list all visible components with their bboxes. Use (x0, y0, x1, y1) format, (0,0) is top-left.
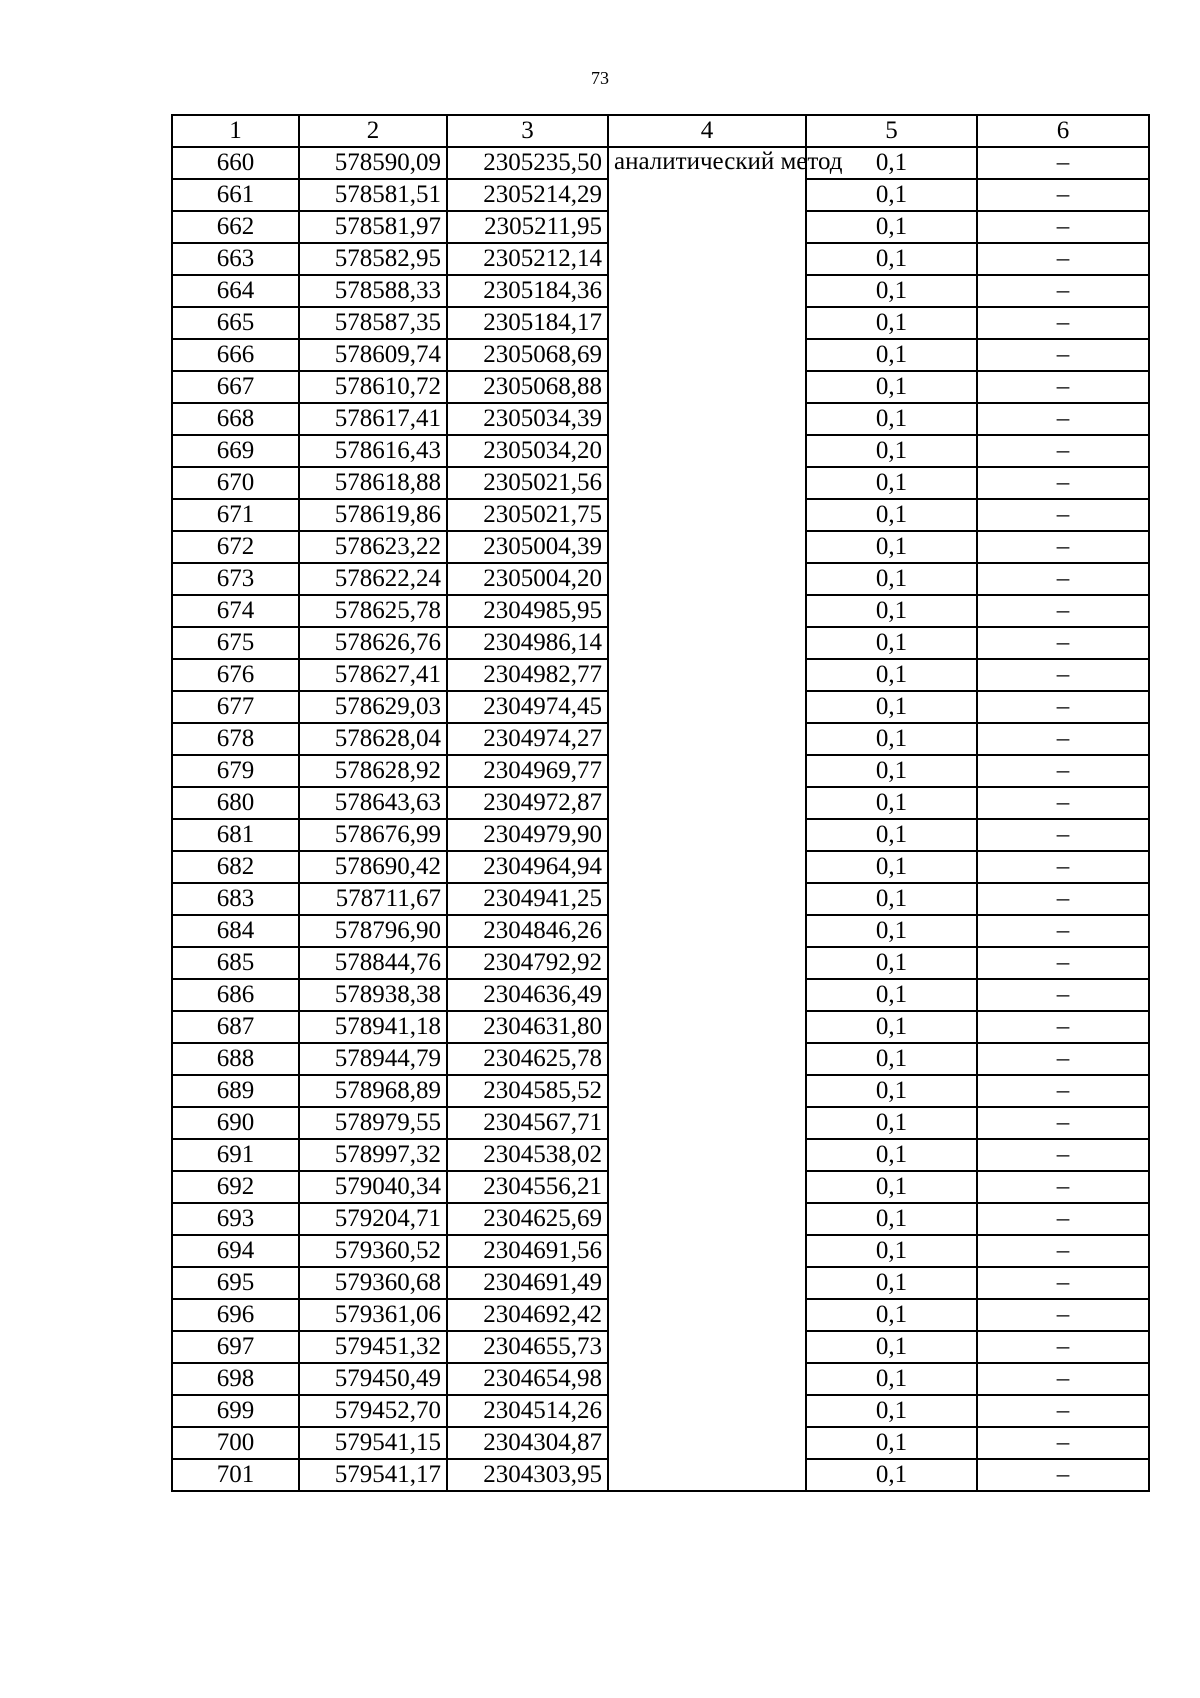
point-number-cell: 675 (172, 627, 299, 659)
point-number-cell: 666 (172, 339, 299, 371)
accuracy-cell: 0,1 (806, 1171, 977, 1203)
note-cell: – (977, 1171, 1149, 1203)
note-cell: – (977, 1363, 1149, 1395)
x-coordinate-cell: 579541,17 (299, 1459, 447, 1491)
method-cell: аналитический метод (608, 147, 806, 1491)
point-number-cell: 697 (172, 1331, 299, 1363)
y-coordinate-cell: 2305184,36 (447, 275, 608, 307)
note-cell: – (977, 307, 1149, 339)
accuracy-cell: 0,1 (806, 1395, 977, 1427)
y-coordinate-cell: 2304846,26 (447, 915, 608, 947)
x-coordinate-cell: 578690,42 (299, 851, 447, 883)
note-cell: – (977, 1299, 1149, 1331)
point-number-cell: 660 (172, 147, 299, 179)
accuracy-cell: 0,1 (806, 627, 977, 659)
x-coordinate-cell: 578590,09 (299, 147, 447, 179)
y-coordinate-cell: 2304792,92 (447, 947, 608, 979)
accuracy-cell: 0,1 (806, 563, 977, 595)
point-number-cell: 668 (172, 403, 299, 435)
x-coordinate-cell: 578587,35 (299, 307, 447, 339)
table-row (172, 147, 1149, 179)
accuracy-cell: 0,1 (806, 371, 977, 403)
accuracy-cell: 0,1 (806, 851, 977, 883)
column-header-1: 1 (172, 115, 299, 147)
x-coordinate-cell: 578979,55 (299, 1107, 447, 1139)
point-number-cell: 671 (172, 499, 299, 531)
accuracy-cell: 0,1 (806, 435, 977, 467)
point-number-cell: 669 (172, 435, 299, 467)
point-number-cell: 698 (172, 1363, 299, 1395)
point-number-cell: 679 (172, 755, 299, 787)
note-cell: – (977, 275, 1149, 307)
accuracy-cell: 0,1 (806, 595, 977, 627)
point-number-cell: 665 (172, 307, 299, 339)
x-coordinate-cell: 578629,03 (299, 691, 447, 723)
page-number: 73 (591, 68, 609, 88)
note-cell: – (977, 595, 1149, 627)
note-cell: – (977, 691, 1149, 723)
y-coordinate-cell: 2305068,88 (447, 371, 608, 403)
point-number-cell: 670 (172, 467, 299, 499)
x-coordinate-cell: 578643,63 (299, 787, 447, 819)
x-coordinate-cell: 578616,43 (299, 435, 447, 467)
accuracy-cell: 0,1 (806, 307, 977, 339)
note-cell: – (977, 563, 1149, 595)
x-coordinate-cell: 578625,78 (299, 595, 447, 627)
note-cell: – (977, 851, 1149, 883)
note-cell: – (977, 179, 1149, 211)
x-coordinate-cell: 579452,70 (299, 1395, 447, 1427)
y-coordinate-cell: 2305034,39 (447, 403, 608, 435)
point-number-cell: 688 (172, 1043, 299, 1075)
accuracy-cell: 0,1 (806, 467, 977, 499)
note-cell: – (977, 979, 1149, 1011)
note-cell: – (977, 659, 1149, 691)
accuracy-cell: 0,1 (806, 339, 977, 371)
point-number-cell: 686 (172, 979, 299, 1011)
note-cell: – (977, 1427, 1149, 1459)
point-number-cell: 663 (172, 243, 299, 275)
y-coordinate-cell: 2305068,69 (447, 339, 608, 371)
accuracy-cell: 0,1 (806, 1267, 977, 1299)
y-coordinate-cell: 2304982,77 (447, 659, 608, 691)
x-coordinate-cell: 579450,49 (299, 1363, 447, 1395)
point-number-cell: 674 (172, 595, 299, 627)
y-coordinate-cell: 2305211,95 (447, 211, 608, 243)
y-coordinate-cell: 2304941,25 (447, 883, 608, 915)
note-cell: – (977, 723, 1149, 755)
x-coordinate-cell: 578627,41 (299, 659, 447, 691)
note-cell: – (977, 339, 1149, 371)
x-coordinate-cell: 578844,76 (299, 947, 447, 979)
x-coordinate-cell: 578626,76 (299, 627, 447, 659)
note-cell: – (977, 1043, 1149, 1075)
note-cell: – (977, 1395, 1149, 1427)
note-cell: – (977, 435, 1149, 467)
x-coordinate-cell: 578968,89 (299, 1075, 447, 1107)
accuracy-cell: 0,1 (806, 1203, 977, 1235)
x-coordinate-cell: 578582,95 (299, 243, 447, 275)
point-number-cell: 661 (172, 179, 299, 211)
note-cell: – (977, 627, 1149, 659)
accuracy-cell: 0,1 (806, 1075, 977, 1107)
note-cell: – (977, 1075, 1149, 1107)
y-coordinate-cell: 2304567,71 (447, 1107, 608, 1139)
y-coordinate-cell: 2304631,80 (447, 1011, 608, 1043)
accuracy-cell: 0,1 (806, 691, 977, 723)
y-coordinate-cell: 2304625,78 (447, 1043, 608, 1075)
note-cell: – (977, 403, 1149, 435)
accuracy-cell: 0,1 (806, 947, 977, 979)
x-coordinate-cell: 578581,51 (299, 179, 447, 211)
x-coordinate-cell: 579451,32 (299, 1331, 447, 1363)
coordinates-table (171, 114, 1150, 1492)
note-cell: – (977, 1203, 1149, 1235)
point-number-cell: 678 (172, 723, 299, 755)
point-number-cell: 680 (172, 787, 299, 819)
point-number-cell: 682 (172, 851, 299, 883)
point-number-cell: 691 (172, 1139, 299, 1171)
note-cell: – (977, 915, 1149, 947)
accuracy-cell: 0,1 (806, 1043, 977, 1075)
x-coordinate-cell: 579204,71 (299, 1203, 447, 1235)
accuracy-cell: 0,1 (806, 1235, 977, 1267)
accuracy-cell: 0,1 (806, 403, 977, 435)
y-coordinate-cell: 2304972,87 (447, 787, 608, 819)
accuracy-cell: 0,1 (806, 147, 977, 179)
point-number-cell: 700 (172, 1427, 299, 1459)
note-cell: – (977, 819, 1149, 851)
y-coordinate-cell: 2304556,21 (447, 1171, 608, 1203)
point-number-cell: 685 (172, 947, 299, 979)
note-cell: – (977, 1011, 1149, 1043)
y-coordinate-cell: 2304985,95 (447, 595, 608, 627)
column-header-5: 5 (806, 115, 977, 147)
accuracy-cell: 0,1 (806, 1139, 977, 1171)
point-number-cell: 676 (172, 659, 299, 691)
accuracy-cell: 0,1 (806, 787, 977, 819)
point-number-cell: 689 (172, 1075, 299, 1107)
x-coordinate-cell: 578622,24 (299, 563, 447, 595)
column-header-4: 4 (608, 115, 806, 147)
x-coordinate-cell: 578628,04 (299, 723, 447, 755)
point-number-cell: 662 (172, 211, 299, 243)
x-coordinate-cell: 578623,22 (299, 531, 447, 563)
accuracy-cell: 0,1 (806, 531, 977, 563)
note-cell: – (977, 371, 1149, 403)
accuracy-cell: 0,1 (806, 275, 977, 307)
y-coordinate-cell: 2304974,27 (447, 723, 608, 755)
point-number-cell: 693 (172, 1203, 299, 1235)
x-coordinate-cell: 578617,41 (299, 403, 447, 435)
point-number-cell: 694 (172, 1235, 299, 1267)
accuracy-cell: 0,1 (806, 1331, 977, 1363)
y-coordinate-cell: 2305034,20 (447, 435, 608, 467)
note-cell: – (977, 147, 1149, 179)
accuracy-cell: 0,1 (806, 211, 977, 243)
accuracy-cell: 0,1 (806, 819, 977, 851)
accuracy-cell: 0,1 (806, 499, 977, 531)
y-coordinate-cell: 2304538,02 (447, 1139, 608, 1171)
point-number-cell: 692 (172, 1171, 299, 1203)
note-cell: – (977, 467, 1149, 499)
note-cell: – (977, 1267, 1149, 1299)
x-coordinate-cell: 579360,68 (299, 1267, 447, 1299)
y-coordinate-cell: 2304585,52 (447, 1075, 608, 1107)
x-coordinate-cell: 578944,79 (299, 1043, 447, 1075)
accuracy-cell: 0,1 (806, 1011, 977, 1043)
point-number-cell: 667 (172, 371, 299, 403)
note-cell: – (977, 787, 1149, 819)
x-coordinate-cell: 578609,74 (299, 339, 447, 371)
accuracy-cell: 0,1 (806, 179, 977, 211)
accuracy-cell: 0,1 (806, 1107, 977, 1139)
note-cell: – (977, 1459, 1149, 1491)
accuracy-cell: 0,1 (806, 915, 977, 947)
y-coordinate-cell: 2305004,39 (447, 531, 608, 563)
note-cell: – (977, 947, 1149, 979)
point-number-cell: 673 (172, 563, 299, 595)
point-number-cell: 683 (172, 883, 299, 915)
note-cell: – (977, 1107, 1149, 1139)
accuracy-cell: 0,1 (806, 755, 977, 787)
note-cell: – (977, 883, 1149, 915)
x-coordinate-cell: 578618,88 (299, 467, 447, 499)
point-number-cell: 696 (172, 1299, 299, 1331)
point-number-cell: 695 (172, 1267, 299, 1299)
y-coordinate-cell: 2304304,87 (447, 1427, 608, 1459)
x-coordinate-cell: 578588,33 (299, 275, 447, 307)
y-coordinate-cell: 2305021,75 (447, 499, 608, 531)
x-coordinate-cell: 578676,99 (299, 819, 447, 851)
y-coordinate-cell: 2305021,56 (447, 467, 608, 499)
table-body (172, 147, 1149, 1491)
accuracy-cell: 0,1 (806, 979, 977, 1011)
y-coordinate-cell: 2304636,49 (447, 979, 608, 1011)
x-coordinate-cell: 578619,86 (299, 499, 447, 531)
x-coordinate-cell: 579360,52 (299, 1235, 447, 1267)
accuracy-cell: 0,1 (806, 723, 977, 755)
accuracy-cell: 0,1 (806, 659, 977, 691)
x-coordinate-cell: 579040,34 (299, 1171, 447, 1203)
point-number-cell: 672 (172, 531, 299, 563)
point-number-cell: 701 (172, 1459, 299, 1491)
x-coordinate-cell: 578610,72 (299, 371, 447, 403)
x-coordinate-cell: 578997,32 (299, 1139, 447, 1171)
y-coordinate-cell: 2305235,50 (447, 147, 608, 179)
note-cell: – (977, 1331, 1149, 1363)
note-cell: – (977, 1139, 1149, 1171)
y-coordinate-cell: 2304514,26 (447, 1395, 608, 1427)
y-coordinate-cell: 2304964,94 (447, 851, 608, 883)
y-coordinate-cell: 2304969,77 (447, 755, 608, 787)
point-number-cell: 687 (172, 1011, 299, 1043)
y-coordinate-cell: 2304691,56 (447, 1235, 608, 1267)
accuracy-cell: 0,1 (806, 1299, 977, 1331)
y-coordinate-cell: 2305004,20 (447, 563, 608, 595)
accuracy-cell: 0,1 (806, 1459, 977, 1491)
point-number-cell: 699 (172, 1395, 299, 1427)
y-coordinate-cell: 2304654,98 (447, 1363, 608, 1395)
x-coordinate-cell: 578941,18 (299, 1011, 447, 1043)
note-cell: – (977, 531, 1149, 563)
column-header-2: 2 (299, 115, 447, 147)
column-header-3: 3 (447, 115, 608, 147)
column-header-6: 6 (977, 115, 1149, 147)
y-coordinate-cell: 2304979,90 (447, 819, 608, 851)
x-coordinate-cell: 578628,92 (299, 755, 447, 787)
y-coordinate-cell: 2305214,29 (447, 179, 608, 211)
point-number-cell: 677 (172, 691, 299, 723)
note-cell: – (977, 243, 1149, 275)
point-number-cell: 684 (172, 915, 299, 947)
x-coordinate-cell: 579541,15 (299, 1427, 447, 1459)
x-coordinate-cell: 578938,38 (299, 979, 447, 1011)
y-coordinate-cell: 2305184,17 (447, 307, 608, 339)
point-number-cell: 681 (172, 819, 299, 851)
point-number-cell: 664 (172, 275, 299, 307)
point-number-cell: 690 (172, 1107, 299, 1139)
y-coordinate-cell: 2304625,69 (447, 1203, 608, 1235)
y-coordinate-cell: 2304692,42 (447, 1299, 608, 1331)
x-coordinate-cell: 578711,67 (299, 883, 447, 915)
accuracy-cell: 0,1 (806, 1427, 977, 1459)
y-coordinate-cell: 2305212,14 (447, 243, 608, 275)
x-coordinate-cell: 579361,06 (299, 1299, 447, 1331)
y-coordinate-cell: 2304655,73 (447, 1331, 608, 1363)
note-cell: – (977, 211, 1149, 243)
note-cell: – (977, 499, 1149, 531)
accuracy-cell: 0,1 (806, 883, 977, 915)
y-coordinate-cell: 2304303,95 (447, 1459, 608, 1491)
y-coordinate-cell: 2304691,49 (447, 1267, 608, 1299)
accuracy-cell: 0,1 (806, 243, 977, 275)
y-coordinate-cell: 2304986,14 (447, 627, 608, 659)
table-header-row (172, 115, 1149, 147)
note-cell: – (977, 755, 1149, 787)
accuracy-cell: 0,1 (806, 1363, 977, 1395)
y-coordinate-cell: 2304974,45 (447, 691, 608, 723)
x-coordinate-cell: 578581,97 (299, 211, 447, 243)
note-cell: – (977, 1235, 1149, 1267)
x-coordinate-cell: 578796,90 (299, 915, 447, 947)
